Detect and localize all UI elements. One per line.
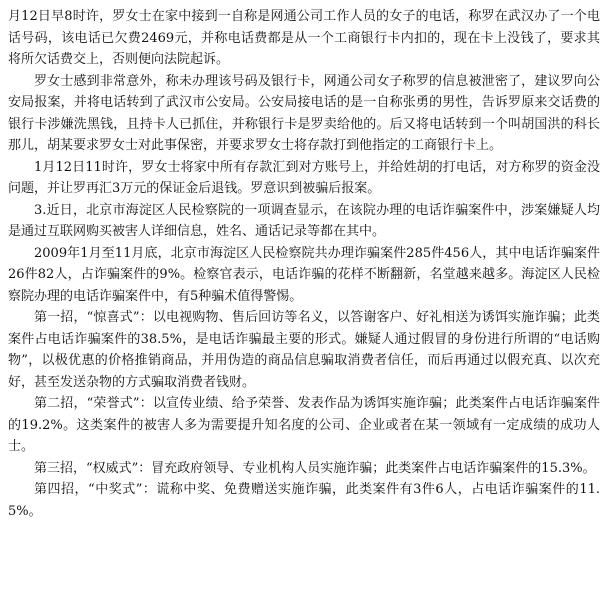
paragraph-1: 月12日早8时许，罗女士在家中接到一自称是网通公司工作人员的女子的电话，称罗在武汉办了一个电话号码，该电话已欠费2469元，并称电话费都是从一个工商银行卡内扣的，现在卡上没钱了，要求其将所欠话费交上，否则便向法院起诉。 xyxy=(8,9,600,67)
paragraph-9: 第四招，“中奖式”：谎称中奖、免费赠送实施诈骗，此类案件有3件6人，占电话诈骗案件的11.5%。 xyxy=(8,482,600,519)
paragraph-3: 1月12日11时许，罗女士将家中所有存款汇到对方账号上，并给姓胡的打电话，对方称罗的资金没问题，并让罗再汇3万元的保证金后退钱。罗意识到被骗后报案。 xyxy=(8,159,600,196)
paragraph-8: 第三招，“权威式”：冒充政府领导、专业机构人员实施诈骗；此类案件占电话诈骗案件的15.3%。 xyxy=(34,460,596,476)
paragraph-5: 2009年1月至11月底，北京市海淀区人民检察院共办理诈骗案件285件456人，其中电话诈骗案件26件82人，占诈骗案件的9%。检察官表示，电话诈骗的花样不断翻新，名堂越来越多。海淀区人民检察院办理的电话诈骗案件中，有5种骗术值得警惕。 xyxy=(8,245,600,304)
paragraph-7: 第二招，“荣誉式”：以宣传业绩、给予荣誉、发表作品为诱饵实施诈骗；此类案件占电话诈骗案件的19.2%。这类案件的被害人多为需要提升知名度的公司、企业或者在某一领域有一定成绩的成功人士。 xyxy=(8,396,600,454)
paragraph-6: 第一招，“惊喜式”：以电视购物、售后回访等名义，以答谢客户、好礼相送为诱饵实施诈骗；此类案件占电话诈骗案件的38.5%，是电话诈骗最主要的形式。嫌疑人通过假冒的身份进行所谓的“电话购物”，以极优惠的价格推销商品，并用伪造的商品信息骗取消费者信任，而后再通过以假充真、以次充好，甚至发送杂物的方式骗取消费者钱财。 xyxy=(8,310,600,390)
paragraph-2: 罗女士感到非常意外，称未办理该号码及银行卡，网通公司女子称罗的信息被泄密了，建议罗向公安局报案，并将电话转到了武汉市公安局。公安局接电话的是一自称张勇的男性，告诉罗原来交话费的银行卡涉嫌洗黑钱，且持卡人已抓住，并称银行卡是罗卖给他的。后又将电话转到一个叫胡国洪的科长那儿，胡某要求罗女士对此事保密，并要求罗女士将存款打到他指定的工商银行卡上。 xyxy=(8,73,600,153)
paragraph-4: 3.近日，北京市海淀区人民检察院的一项调查显示，在该院办理的电话诈骗案件中，涉案嫌疑人均是通过互联网购买被害人详细信息，姓名、通话记录等都在其中。 xyxy=(8,202,600,239)
